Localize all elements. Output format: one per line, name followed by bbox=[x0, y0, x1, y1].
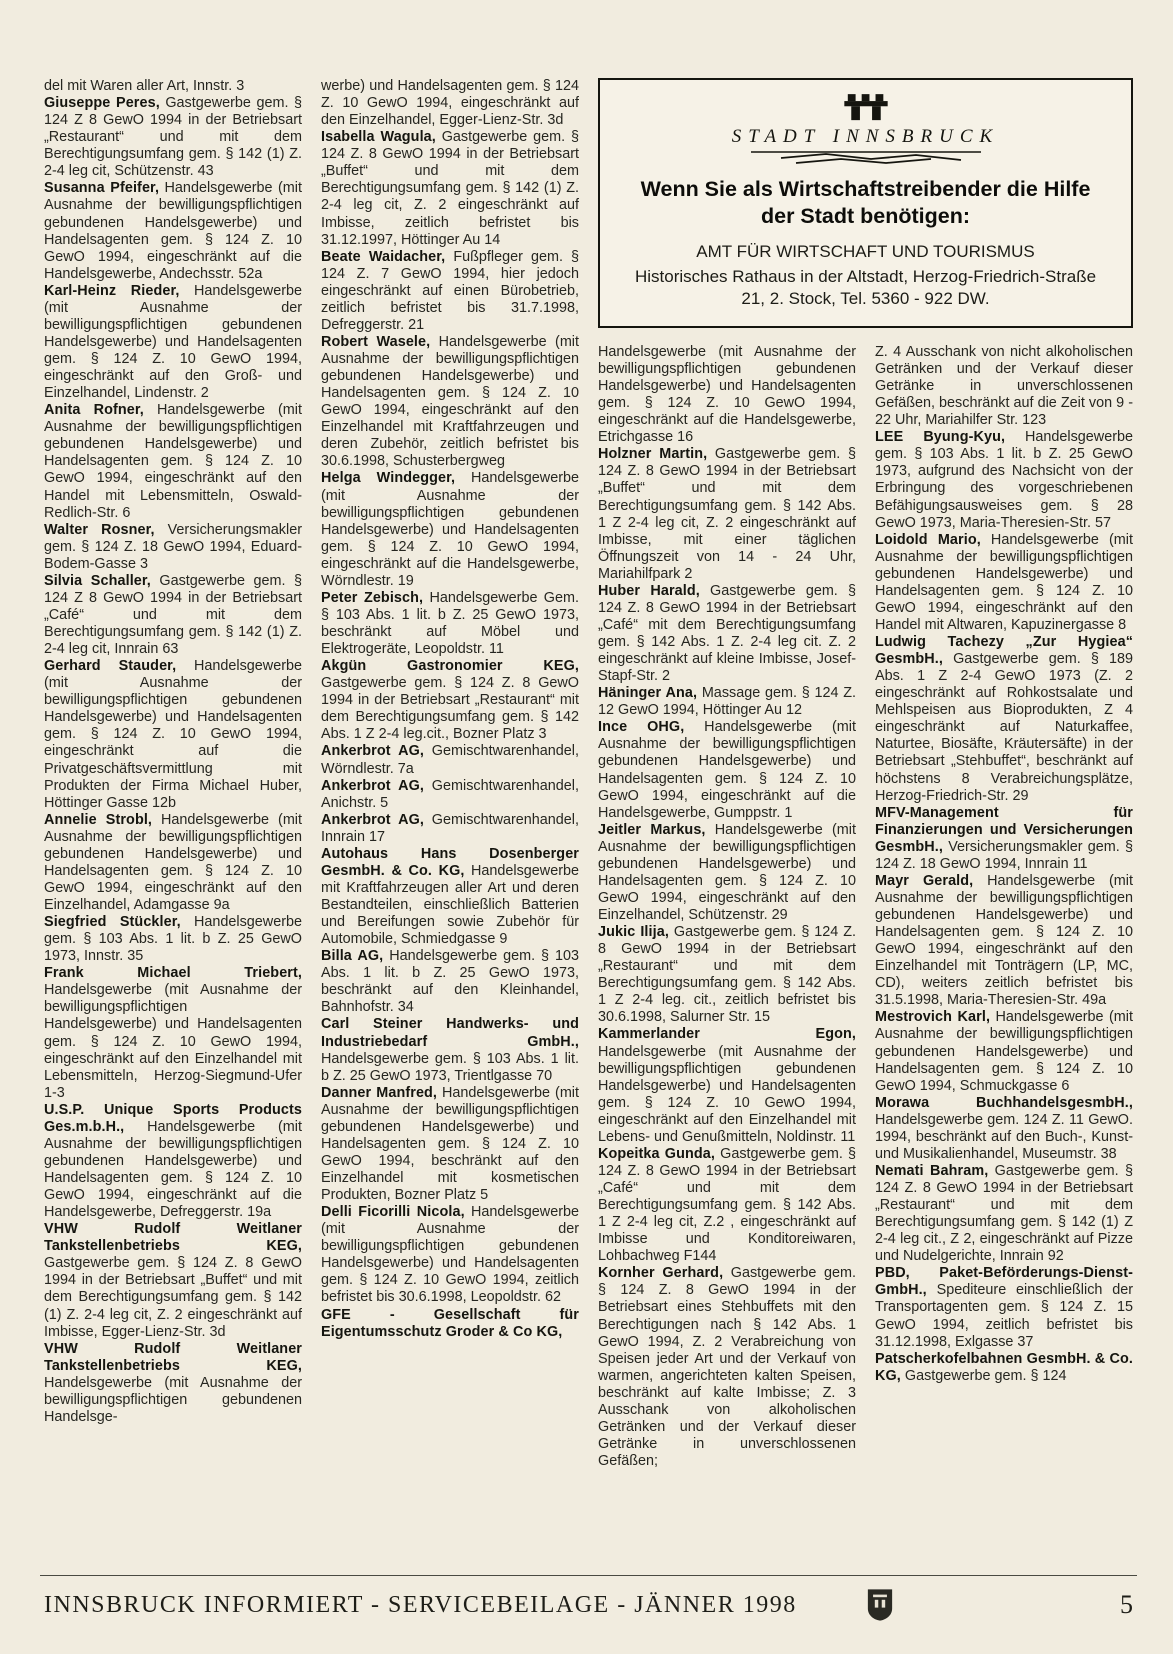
directory-entry: Kammerlander Egon, Handelsgewerbe (mit Ausnahme der bewilligungspflichtigen gebundenen Handelsgewerbe) und Handelsagenten gem. § 124 Z. 10 GewO 1994, eingeschränkt auf den Einzelhandel mit Lebens- und Genußmitteln, Noldinstr. 11 bbox=[598, 1026, 856, 1145]
directory-entry: Ankerbrot AG, Gemischtwarenhandel, Anichstr. 5 bbox=[321, 777, 579, 811]
entry-name: Mestrovich Karl, bbox=[875, 1009, 991, 1026]
entry-name: Frank Michael Triebert, bbox=[44, 965, 302, 982]
entry-name: Häninger Ana, bbox=[598, 685, 698, 702]
directory-entry: VHW Rudolf Weitlaner Tankstellenbetriebs KEG, Gastgewerbe gem. § 124 Z. 8 GewO 1994 in der Betriebsart „Buffet“ und mit dem Berechtigungsumfang gem. § 142 (1) Z. 2-4 leg cit, Z. 2 eingeschränkt auf Imbisse, Egger-Lienz-Str. 3d bbox=[44, 1221, 302, 1340]
footer-divider bbox=[40, 1575, 1137, 1576]
entry-name: Helga Windegger, bbox=[321, 470, 456, 487]
directory-entry: Jukic Ilija, Gastgewerbe gem. § 124 Z. 8 GewO 1994 in der Betriebsart „Restaurant“ und mit dem Berechtigungsumfang gem. § 142 Abs. 1 Z 2-4 leg. cit., zeitlich befristet bis 30.6.1998, Salurner Str. 15 bbox=[598, 924, 856, 1026]
entry-name: Giuseppe Peres, bbox=[44, 95, 160, 112]
page-footer bbox=[44, 1582, 1133, 1628]
page-number: 5 bbox=[1120, 1590, 1133, 1619]
entry-name: Robert Wasele, bbox=[321, 333, 431, 350]
entry-name: Peter Zebisch, bbox=[321, 589, 424, 606]
river-swoosh-icon bbox=[751, 150, 981, 166]
entry-name: Kornher Gerhard, bbox=[598, 1265, 724, 1282]
entry-name: Karl-Heinz Rieder, bbox=[44, 282, 180, 299]
directory-entry: Peter Zebisch, Handelsgewerbe Gem. § 103 Abs. 1 lit. b Z. 25 GewO 1973, beschränkt auf Möbel und Elektrogeräte, Leopoldstr. 11 bbox=[321, 589, 579, 658]
entry-name: Beate Waidacher, bbox=[321, 248, 446, 265]
directory-entry: Susanna Pfeifer, Handelsgewerbe (mit Ausnahme der bewilligungspflichtigen gebundenen Handelsgewerbe) und Handelsagenten gem. § 124 Z. 10 GewO 1994, eingeschränkt auf die Handelsgewerbe, Andechsstr. 52a bbox=[44, 180, 302, 282]
directory-content bbox=[44, 78, 1136, 1546]
ad-address-line: Historisches Rathaus in der Altstadt, Herzog-Friedrich-Straße 21, 2. Stock, Tel. 5360 - 922 DW. bbox=[634, 266, 1097, 308]
ad-headline: Wenn Sie als Wirtschaftstreibender die Hilfe der Stadt benötigen: bbox=[640, 177, 1091, 228]
entry-name: Jeitler Markus, bbox=[598, 821, 706, 838]
entry-name: Jukic Ilija, bbox=[598, 924, 669, 941]
directory-entry: Silvia Schaller, Gastgewerbe gem. § 124 Z 8 GewO 1994 in der Betriebsart „Café“ und mit dem Berechtigungsumfang gem. § 142 (1) Z. 2-4 leg cit, Innrain 63 bbox=[44, 572, 302, 658]
directory-entry: Isabella Wagula, Gastgewerbe gem. § 124 Z. 8 GewO 1994 in der Betriebsart „Buffet“ und mit dem Berechtigungsumfang gem. § 142 (1) Z. 2-4 leg cit, Z. 2 eingeschränkt auf Imbisse, zeitlich befristet bis 31.12.1997, Höttinger Au 14 bbox=[321, 129, 579, 248]
directory-entry: Ankerbrot AG, Gemischtwarenhandel, Innrain 17 bbox=[321, 811, 579, 845]
entry-name: VHW Rudolf Weitlaner Tankstellenbetriebs KEG, bbox=[44, 1340, 302, 1374]
directory-entry: Ludwig Tachezy „Zur Hygiea“ GesmbH., Gastgewerbe gem. § 189 Abs. 1 Z 2-4 GewO 1973 (Z. 2 eingeschränkt auf Rohkostsalate und Mehlspeisen aus Bioprodukten, Z 4 eingeschränkt auf Naturkaffee, Naturtee, Biosäfte, Kräutersäfte) in der Betriebsart „Stehbuffet“, beschränkt auf höchstens 8 Verabreichungsplätze, Herzog-Friedrich-Str. 29 bbox=[875, 634, 1133, 804]
entry-name: Ankerbrot AG, bbox=[321, 811, 424, 828]
entry-name: Ince OHG, bbox=[598, 719, 685, 736]
directory-entry: U.S.P. Unique Sports Products Ges.m.b.H., Handelsgewerbe (mit Ausnahme der bewilligungspflichtigen gebundenen Handelsgewerbe) und Handelsagenten gem. § 124 Z. 10 GewO 1994, eingeschränkt auf die Handelsgewerbe, Defreggerstr. 19a bbox=[44, 1101, 302, 1221]
entry-name: Ankerbrot AG, bbox=[321, 777, 424, 794]
directory-entry: Ince OHG, Handelsgewerbe (mit Ausnahme der bewilligungspflichtigen gebundenen Handelsgewerbe) und Handelsagenten gem. § 124 Z. 10 GewO 1994, eingeschränkt auf die Handelsgewerbe, Gumppstr. 1 bbox=[598, 719, 856, 821]
directory-entry: Carl Steiner Handwerks- und Industriebedarf GmbH., Handelsgewerbe gem. § 103 Abs. 1 lit. b Z. 25 GewO 1973, Trientlgasse 70 bbox=[321, 1016, 579, 1084]
directory-entry: Akgün Gastronomier KEG, Gastgewerbe gem. § 124 Z. 8 GewO 1994 in der Betriebsart „Restaurant“ mit dem Berechtigungsumfang gem. § 142 Abs. 1 Z 2-4 leg.cit., Bozner Platz 3 bbox=[321, 658, 579, 743]
entry-name: GFE - Gesellschaft für Eigentumsschutz Groder & Co KG, bbox=[321, 1306, 579, 1340]
entry-name: Walter Rosner, bbox=[44, 521, 155, 538]
directory-entry: Häninger Ana, Massage gem. § 124 Z. 12 GewO 1994, Höttinger Au 12 bbox=[598, 685, 856, 719]
directory-entry: Holzner Martin, Gastgewerbe gem. § 124 Z. 8 GewO 1994 in der Betriebsart „Buffet“ und mit dem Berechtigungsumfang gem. § 142 Abs. 1 Z 2-4 leg cit, Z. 2 eingeschränkt auf Imbisse, mit einer täglichen Öffnungszeit von 14 - 24 Uhr, Mariahilfpark 2 bbox=[598, 446, 856, 582]
directory-entry: Mestrovich Karl, Handelsgewerbe (mit Ausnahme der bewilligungspflichtigen gebundenen Handelsgewerbe) und Handelsagenten gem. § 124 Z. 10 GewO 1994, Schmuckgasse 6 bbox=[875, 1009, 1133, 1094]
entry-name: Annelie Strobl, bbox=[44, 811, 153, 828]
directory-entry: Huber Harald, Gastgewerbe gem. § 124 Z. 8 GewO 1994 in der Betriebsart „Café“ mit dem Berechtigungsumfang gem. § 142 Abs. 1 Z. 2-4 leg cit. Z. 2 eingeschränkt auf kleine Imbisse, Josef-Stapf-Str. 2 bbox=[598, 582, 856, 685]
entry-name: Carl Steiner Handwerks- und Industriebedarf GmbH., bbox=[321, 1016, 579, 1050]
entry-name: Mayr Gerald, bbox=[875, 872, 974, 889]
right-block bbox=[598, 78, 1133, 1546]
directory-entry: Jeitler Markus, Handelsgewerbe (mit Ausnahme der bewilligungspflichtigen gebundenen Handelsgewerbe) und Handelsagenten gem. § 124 Z. 10 GewO 1994, eingeschränkt auf den Einzelhandel, Schützenstr. 29 bbox=[598, 821, 856, 923]
directory-entry: LEE Byung-Kyu, Handelsgewerbe gem. § 103 Abs. 1 lit. b Z. 25 GewO 1973, aufgrund des Nachsicht von der Erbringung des vorgeschriebenen Befähigungsausweises gem. § 28 GewO 1973, Maria-Theresien-Str. 57 bbox=[875, 429, 1133, 531]
directory-entry: MFV-Management für Finanzierungen und Versicherungen GesmbH., Versicherungsmakler gem. § 124 Z. 18 GewO 1994, Innrain 11 bbox=[875, 804, 1133, 872]
column-2 bbox=[321, 78, 579, 1546]
directory-entry: Gerhard Stauder, Handelsgewerbe (mit Ausnahme der bewilligungspflichtigen gebundenen Handelsgewerbe) und Handelsagenten gem. § 124 Z. 10 GewO 1994, eingeschränkt auf die Privatgeschäftsvermittlung mit Produkten der Firma Michael Huber, Höttinger Gasse 12b bbox=[44, 658, 302, 811]
ad-office-line: AMT FÜR WIRTSCHAFT UND TOURISMUS bbox=[696, 241, 1035, 261]
ad-brand-text: STADT INNSBRUCK bbox=[731, 126, 1000, 147]
directory-entry: Helga Windegger, Handelsgewerbe (mit Ausnahme der bewilligungspflichtigen gebundenen Handelsgewerbe) und Handelsagenten gem. § 124 Z. 10 GewO 1994, eingeschränkt auf die Handelsgewerbe, Wörndlestr. 19 bbox=[321, 470, 579, 589]
directory-entry: Morawa BuchhandelsgesmbH., Handelsgewerbe gem. 124 Z. 11 GewO. 1994, beschränkt auf den Buch-, Kunst- und Musikalienhandel, Museumstr. 38 bbox=[875, 1094, 1133, 1162]
entry-name: Kopeitka Gunda, bbox=[598, 1145, 715, 1162]
directory-entry: del mit Waren aller Art, Innstr. 3 bbox=[44, 78, 245, 94]
directory-entry: Billa AG, Handelsgewerbe gem. § 103 Abs. 1 lit. b Z. 25 GewO 1973, beschränkt auf den Kleinhandel, Bahnhofstr. 34 bbox=[321, 948, 579, 1016]
entry-name: Isabella Wagula, bbox=[321, 129, 436, 146]
directory-entry: Delli Ficorilli Nicola, Handelsgewerbe (mit Ausnahme der bewilligungspflichtigen gebundenen Handelsgewerbe) und Handelsagenten gem. § 124 Z. 10 GewO 1994, zeitlich befristet bis 30.6.1998, Leopoldstr. 62 bbox=[321, 1204, 579, 1306]
directory-entry: Walter Rosner, Versicherungsmakler gem. § 124 Z. 18 GewO 1994, Eduard-Bodem-Gasse 3 bbox=[44, 521, 302, 572]
directory-entry: Annelie Strobl, Handelsgewerbe (mit Ausnahme der bewilligungspflichtigen gebundenen Handelsgewerbe) und Handelsagenten gem. § 124 Z. 10 GewO 1994, eingeschränkt auf den Einzelhandel, Adamgasse 9a bbox=[44, 811, 302, 913]
lower-columns bbox=[598, 344, 1133, 1470]
directory-entry: Patscherkofelbahnen GesmbH. & Co. KG, Gastgewerbe gem. § 124 bbox=[875, 1350, 1133, 1384]
directory-entry: Handelsgewerbe (mit Ausnahme der bewilligungspflichtigen gebundenen Handelsgewerbe) und Handelsagenten gem. § 124 Z. 10 GewO 1994, eingeschränkt auf die Handelsgewerbe, Etrichgasse 16 bbox=[598, 343, 856, 446]
directory-entry: werbe) und Handelsagenten gem. § 124 Z. 10 GewO 1994, eingeschränkt auf den Einzelhandel, Egger-Lienz-Str. 3d bbox=[321, 78, 579, 129]
entry-name: Autohaus Hans Dosenberger GesmbH. & Co. KG, bbox=[321, 845, 579, 879]
directory-entry: Giuseppe Peres, Gastgewerbe gem. § 124 Z 8 GewO 1994 in der Betriebsart „Restaurant“ und mit dem Berechtigungsumfang gem. § 142 (1) Z. 2-4 leg cit, Schützenstr. 43 bbox=[44, 95, 302, 180]
column-3 bbox=[598, 344, 856, 1470]
entry-name: VHW Rudolf Weitlaner Tankstellenbetriebs KEG, bbox=[44, 1221, 302, 1255]
directory-entry: Danner Manfred, Handelsgewerbe (mit Ausnahme der bewilligungspflichtigen gebundenen Handelsgewerbe) und Handelsagenten gem. § 124 Z. 10 GewO 1994, beschränkt auf den Einzelhandel mit kosmetischen Produkten, Bozner Platz 5 bbox=[321, 1084, 579, 1204]
directory-entry: Anita Rofner, Handelsgewerbe (mit Ausnahme der bewilligungspflichtigen gebundenen Handelsgewerbe) und Handelsagenten gem. § 124 Z. 10 GewO 1994, eingeschränkt auf den Handel mit Lebensmitteln, Oswald-Redlich-Str. 6 bbox=[44, 402, 302, 521]
column-4 bbox=[875, 344, 1133, 1470]
entry-name: Gerhard Stauder, bbox=[44, 658, 177, 675]
entry-name: Ankerbrot AG, bbox=[321, 743, 424, 760]
stadt-innsbruck-ad bbox=[598, 78, 1133, 328]
entry-name: MFV-Management für Finanzierungen und Versicherungen GesmbH., bbox=[875, 804, 1133, 855]
entry-name: Loidold Mario, bbox=[875, 531, 981, 548]
innsbruck-crest-icon bbox=[867, 1588, 893, 1622]
entry-name: Morawa BuchhandelsgesmbH., bbox=[875, 1094, 1133, 1111]
directory-entry: VHW Rudolf Weitlaner Tankstellenbetriebs KEG, Handelsgewerbe (mit Ausnahme der bewilligungspflichtigen gebundenen Handelsge- bbox=[44, 1340, 302, 1425]
entry-name: Susanna Pfeifer, bbox=[44, 180, 160, 197]
entry-name: Huber Harald, bbox=[598, 582, 700, 599]
directory-entry: Beate Waidacher, Fußpfleger gem. § 124 Z. 7 GewO 1994, hier jedoch eingeschränkt auf einen Bürobetrieb, zeitlich befristet bis 31.7.1998, Defreggerstr. 21 bbox=[321, 248, 579, 333]
footer-title: INNSBRUCK INFORMIERT - SERVICEBEILAGE - JÄNNER 1998 bbox=[44, 1591, 797, 1618]
entry-name: Anita Rofner, bbox=[44, 402, 144, 419]
entry-name: Nemati Bahram, bbox=[875, 1162, 989, 1179]
entry-name: Akgün Gastronomier KEG, bbox=[321, 658, 579, 675]
directory-entry: Frank Michael Triebert, Handelsgewerbe (mit Ausnahme der bewilligungspflichtigen Handelsgewerbe) und Handelsagenten gem. § 124 Z. 10 GewO 1994, eingeschränkt auf den Einzelhandel mit Lebensmitteln, Herzog-Siegmund-Ufer 1-3 bbox=[44, 965, 302, 1101]
directory-entry: Mayr Gerald, Handelsgewerbe (mit Ausnahme der bewilligungspflichtigen gebundenen Handelsgewerbe) und Handelsagenten gem. § 124 Z. 10 GewO 1994, eingeschränkt auf den Einzelhandel mit Tonträgern (LP, MC, CD), weiters zeitlich befristet bis 31.5.1998, Maria-Theresien-Str. 49a bbox=[875, 872, 1133, 1009]
entry-name: U.S.P. Unique Sports Products Ges.m.b.H., bbox=[44, 1101, 302, 1135]
directory-entry: Karl-Heinz Rieder, Handelsgewerbe (mit Ausnahme der bewilligungspflichtigen gebundenen Handelsgewerbe) und Handelsagenten gem. § 124 Z. 10 GewO 1994, eingeschränkt auf den Groß- und Einzelhandel, Lindenstr. 2 bbox=[44, 282, 302, 402]
directory-entry: Nemati Bahram, Gastgewerbe gem. § 124 Z. 8 GewO 1994 in der Betriebsart „Restaurant“ und mit dem Berechtigungsumfang gem. § 142 (1) Z 2-4 leg cit., Z 2, eingeschränkt auf Pizze und Nudelgerichte, Innrain 92 bbox=[875, 1162, 1133, 1265]
entry-name: PBD, Paket-Beförderungs-Dienst-GmbH., bbox=[875, 1265, 1133, 1299]
entry-name: Silvia Schaller, bbox=[44, 572, 151, 589]
directory-entry bbox=[321, 1307, 579, 1341]
directory-entry: Kopeitka Gunda, Gastgewerbe gem. § 124 Z. 8 GewO 1994 in der Betriebsart „Café“ und mit dem Berechtigungsumfang gem. § 142 Abs. 1 Z 2-4 leg cit, Z.2 , eingeschränkt auf Imbisse und Konditoreiwaren, Lohbachweg F144 bbox=[598, 1145, 856, 1265]
directory-entry: Kornher Gerhard, Gastgewerbe gem. § 124 Z. 8 GewO 1994 in der Betriebsart eines Stehbuffets mit den Berechtigungen nach § 142 Abs. 1 GewO 1994, Z. 2 Verabreichung von Speisen jeder Art und der Verkauf von warmen, angerichteten kalten Speisen, beschränkt auf kalte Imbisse; Z. 3 Ausschank von alkoholischen Getränken und der Verkauf dieser Getränke in unverschlossenen Gefäßen; bbox=[598, 1265, 856, 1469]
directory-entry: Autohaus Hans Dosenberger GesmbH. & Co. KG, Handelsgewerbe mit Kraftfahrzeugen aller Art und deren Bestandteilen, einschließlich Batterien und Bereifungen sowie Zubehör für Automobile, Schmiedgasse 9 bbox=[321, 845, 579, 948]
entry-name: Holzner Martin, bbox=[598, 446, 708, 463]
directory-entry: Z. 4 Ausschank von nicht alkoholischen Getränken und der Verkauf dieser Getränke in unverschlossenen Gefäßen, beschränkt auf die Zeit von 9 - 22 Uhr, Mariahilfer Str. 123 bbox=[875, 343, 1133, 429]
directory-entry: Ankerbrot AG, Gemischtwarenhandel, Wörndlestr. 7a bbox=[321, 743, 579, 777]
entry-name: LEE Byung-Kyu, bbox=[875, 429, 1006, 446]
entry-name: Delli Ficorilli Nicola, bbox=[321, 1204, 465, 1221]
innsbruck-bridge-icon bbox=[618, 94, 1113, 122]
entry-name: Danner Manfred, bbox=[321, 1084, 438, 1101]
entry-name: Ludwig Tachezy „Zur Hygiea“ GesmbH., bbox=[875, 634, 1133, 668]
entry-name: Siegfried Stückler, bbox=[44, 914, 181, 931]
directory-entry: Siegfried Stückler, Handelsgewerbe gem. § 103 Abs. 1 lit. b Z. 25 GewO 1973, Innstr. 35 bbox=[44, 914, 302, 965]
entry-name: Kammerlander Egon, bbox=[598, 1026, 856, 1043]
column-1 bbox=[44, 78, 302, 1546]
entry-name: Billa AG, bbox=[321, 948, 384, 965]
directory-entry: Loidold Mario, Handelsgewerbe (mit Ausnahme der bewilligungspflichtigen gebundenen Handelsgewerbe) und Handelsagenten gem. § 124 Z. 10 GewO 1994, eingeschränkt auf den Handel mit Altwaren, Kapuzinergasse 8 bbox=[875, 531, 1133, 633]
directory-entry: Robert Wasele, Handelsgewerbe (mit Ausnahme der bewilligungspflichtigen gebundenen Handelsgewerbe) und Handelsagenten gem. § 124 Z. 10 GewO 1994, eingeschränkt auf den Einzelhandel mit Kraftfahrzeugen und deren Zubehör, zeitlich befristet bis 30.6.1998, Schusterbergweg bbox=[321, 333, 579, 470]
directory-entry: PBD, Paket-Beförderungs-Dienst-GmbH., Spediteure einschließlich der Transportagenten gem. § 124 Z. 15 GewO 1994, zeitlich befristet bis 31.12.1998, Exlgasse 37 bbox=[875, 1265, 1133, 1350]
entry-name: Patscherkofelbahnen GesmbH. & Co. KG, bbox=[875, 1350, 1133, 1384]
